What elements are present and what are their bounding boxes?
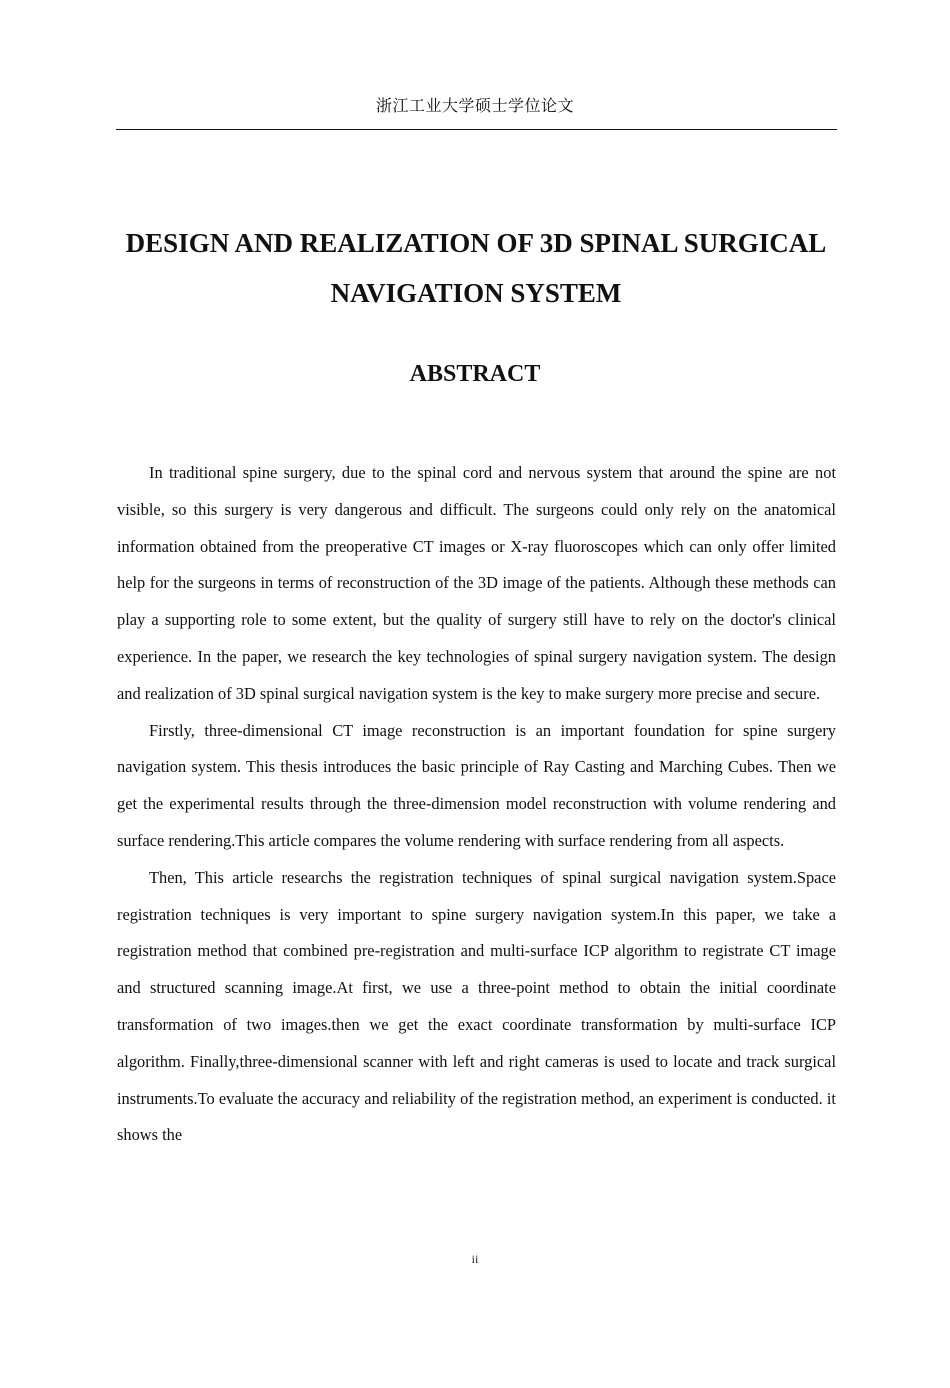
page-number: ii (471, 1252, 479, 1266)
abstract-paragraph: Then, This article researchs the registration techniques of spinal surgical navigation system.Space registration techniques is very important to spine surgery navigation system.In this paper, we take a registration method that combined pre-registration and multi-surface ICP algorithm to registrate CT image and structured scanning image.At first, we use a three-point method to obtain the initial coordinate transformation of two images.then we get the exact coordinate transformation by multi-surface ICP algorithm. Finally,three-dimensional scanner with left and right cameras is used to locate and track surgical instruments.To evaluate the accuracy and reliability of the registration method, an experiment is conducted. it shows the (117, 867, 836, 1145)
thesis-title: DESIGN AND REALIZATION OF 3D SPINAL SURGICAL NAVIGATION SYSTEM (125, 228, 827, 308)
abstract-heading: ABSTRACT (409, 361, 541, 387)
abstract-paragraph: In traditional spine surgery, due to the spinal cord and nervous system that around the spine are not visible, so this surgery is very dangerous and difficult. The surgeons could only rely on the anatomical information obtained from the preoperative CT images or X-ray fluoroscopes which can only offer limited help for the surgeons in terms of reconstruction of the 3D image of the patients. Although these methods can play a supporting role to some extent, but the quality of surgery still have to rely on the doctor's clinical experience. In the paper, we research the key technologies of spinal surgery navigation system. The design and realization of 3D spinal surgical navigation system is the key to make surgery more precise and secure. (117, 463, 836, 703)
header-rule (116, 129, 837, 130)
abstract-body (117, 455, 836, 1154)
running-header: 浙江工业大学硕士学位论文 (375, 96, 574, 115)
abstract-paragraph: Firstly, three-dimensional CT image reconstruction is an important foundation for spine surgery navigation system. This thesis introduces the basic principle of Ray Casting and Marching Cubes. Then we get the experimental results through the three-dimension model reconstruction with volume rendering and surface rendering.This article compares the volume rendering with surface rendering from all aspects. (117, 720, 836, 850)
